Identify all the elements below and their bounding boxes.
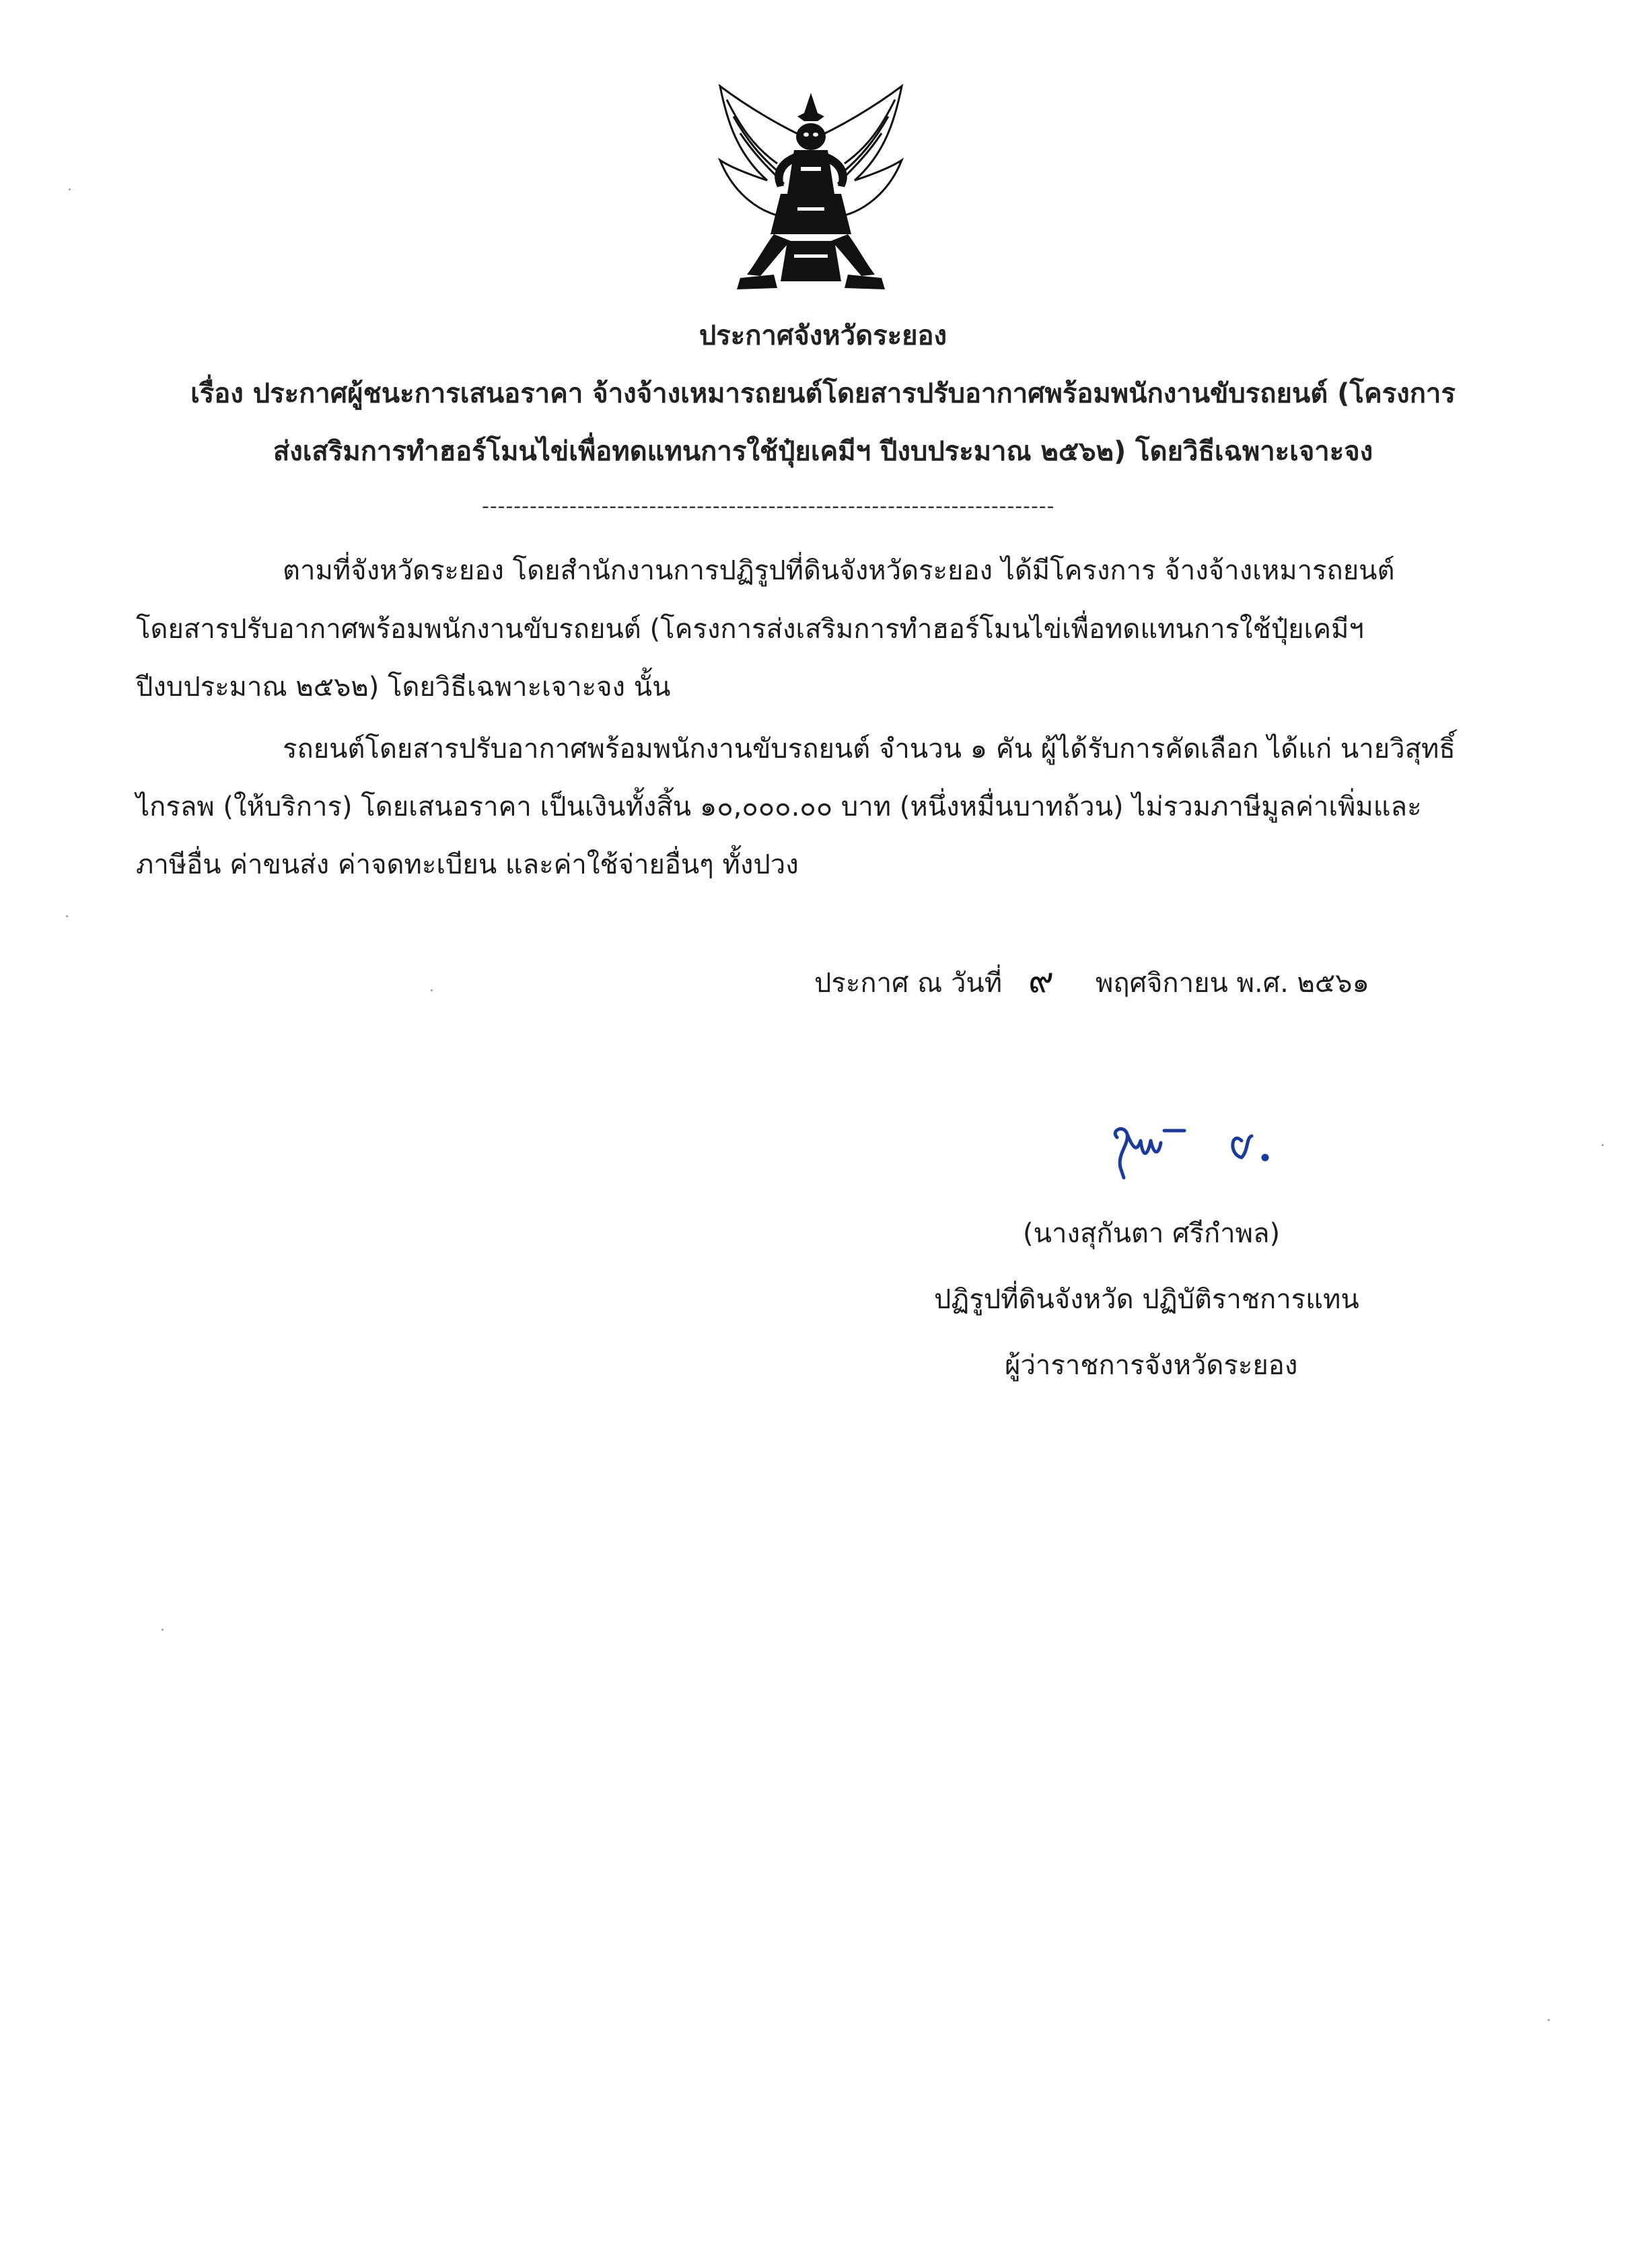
separator-line: ------------------------------------------------------------------------ [482, 495, 1055, 518]
paragraph-1-line-1: ตามที่จังหวัดระยอง โดยสำนักงานการปฏิรูปที่ดินจังหวัดระยอง ได้มีโครงการ จ้างจ้างเหมารถยนต์ [283, 555, 1395, 586]
garuda-emblem-icon [700, 79, 922, 308]
paragraph-2-line-1: รถยนต์โดยสารปรับอากาศพร้อมพนักงานขับรถยนต์ จำนวน ๑ คัน ผู้ได้รับการคัดเลือก ได้แก่ นายวิสุทธิ์ [283, 734, 1456, 765]
paragraph-1-line-2: โดยสารปรับอากาศพร้อมพนักงานขับรถยนต์ (โครงการส่งเสริมการทำฮอร์โมนไข่เพื่อทดแทนการใช้ปุ๋ยเคมีฯ [136, 614, 1364, 645]
signatory-position-2: ผู้ว่าราชการจังหวัดระยอง [1005, 1350, 1298, 1381]
paragraph-1-line-3: ปีงบประมาณ ๒๕๖๒) โดยวิธีเฉพาะเจาะจง นั้น [136, 672, 671, 703]
subject-line-2: ส่งเสริมการทำฮอร์โมนไข่เพื่อทดแทนการใช้ปุ๋ยเคมีฯ ปีงบประมาณ ๒๕๖๒) โดยวิธีเฉพาะเจาะจง [273, 436, 1373, 467]
date-prefix: ประกาศ ณ วันที่ [814, 968, 1003, 999]
signatory-name: (นางสุกันตา ศรีกำพล) [1023, 1218, 1281, 1249]
date-month-year: พฤศจิกายน พ.ศ. ๒๕๖๑ [1096, 968, 1369, 999]
signatory-position-1: ปฏิรูปที่ดินจังหวัด ปฏิบัติราชการแทน [934, 1284, 1359, 1315]
scan-speck [69, 188, 71, 190]
paragraph-2-line-2: ไกรลพ (ให้บริการ) โดยเสนอราคา เป็นเงินทั้งสิ้น ๑๐,๐๐๐.๐๐ บาท (หนึ่งหมื่นบาทถ้วน) ไม่รวมภาษีมูลค่าเพิ่มและ [136, 791, 1422, 822]
paragraph-2-line-3: ภาษีอื่น ค่าขนส่ง ค่าจดทะเบียน และค่าใช้จ่ายอื่นๆ ทั้งปวง [136, 849, 799, 880]
issuer-title: ประกาศจังหวัดระยอง [699, 320, 947, 351]
scan-speck [66, 915, 68, 917]
scan-speck [162, 1629, 164, 1631]
subject-line-1: เรื่อง ประกาศผู้ชนะการเสนอราคา จ้างจ้างเหมารถยนต์โดยสารปรับอากาศพร้อมพนักงานขับรถยนต์ (โครงการ [190, 378, 1456, 409]
scan-speck [431, 989, 433, 991]
handwritten-signature [1097, 1104, 1299, 1198]
date-day: ๙ [1028, 960, 1054, 1001]
scan-speck [1548, 2019, 1550, 2021]
scan-speck [1602, 1144, 1604, 1146]
